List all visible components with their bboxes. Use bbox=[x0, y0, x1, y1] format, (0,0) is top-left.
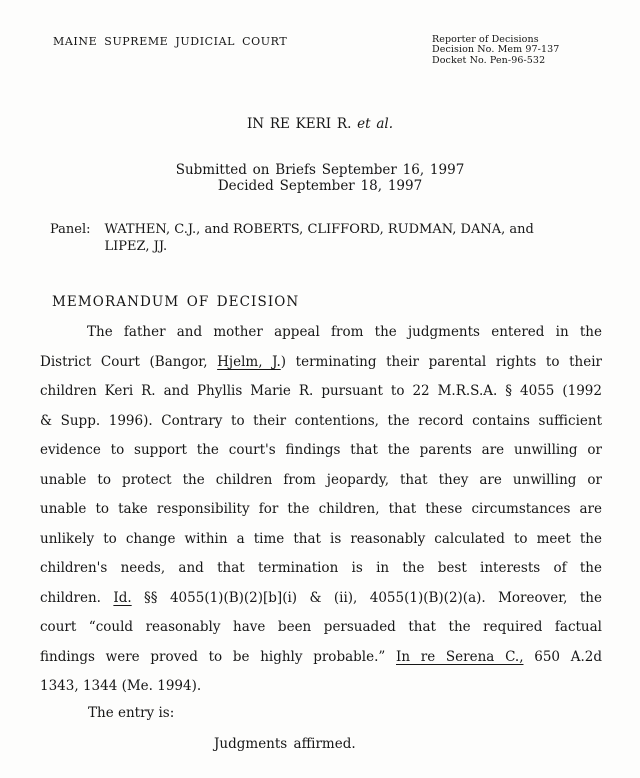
decision-number-line: Decision No. Mem 97-137 bbox=[432, 44, 560, 56]
panel-members-line-2: LIPEZ, JJ. bbox=[104, 239, 168, 254]
paragraph-text: The father and mother appeal from the judgments entered in the bbox=[87, 324, 602, 340]
paragraph-line bbox=[40, 466, 602, 496]
paragraph-line bbox=[40, 377, 602, 407]
submitted-on-briefs-line: Submitted on Briefs September 16, 1997 bbox=[175, 162, 465, 178]
paragraph-line bbox=[40, 436, 602, 466]
paragraph-line bbox=[40, 643, 602, 673]
paragraph-text: children's needs, and that termination is in the best interests of the bbox=[40, 560, 602, 576]
docket-number-line: Docket No. Pen-96-532 bbox=[432, 54, 546, 66]
paragraph-line bbox=[40, 318, 602, 348]
paragraph-line bbox=[40, 613, 602, 643]
reporter-of-decisions-line: Reporter of Decisions bbox=[432, 34, 539, 45]
paragraph-text: children Keri R. and Phyllis Marie R. pursuant to 22 M.R.S.A. § 4055 (1992 bbox=[40, 383, 602, 399]
underlined-citation: Id. bbox=[113, 589, 132, 606]
paragraph-text: children. bbox=[40, 589, 114, 606]
paragraph-text: ) terminating their parental rights to their bbox=[280, 353, 602, 370]
case-title-etal: et al. bbox=[357, 116, 394, 132]
paragraph-line bbox=[40, 525, 602, 555]
paragraph-text: & Supp. 1996). Contrary to their contentions, the record contains sufficient bbox=[40, 412, 602, 429]
paragraph-text: 650 A.2d bbox=[523, 648, 602, 665]
paragraph-text: District Court (Bangor, bbox=[40, 353, 218, 370]
paragraph-text: unlikely to change within a time that is reasonably calculated to meet the bbox=[40, 530, 602, 547]
panel-block bbox=[50, 221, 534, 255]
panel-members-line-1: WATHEN, C.J., and ROBERTS, CLIFFORD, RUDMAN, DANA, and bbox=[104, 222, 534, 237]
paragraph-line bbox=[40, 672, 602, 702]
underlined-citation: In re Serena C., bbox=[396, 648, 524, 665]
paragraph-text: findings were proved to be highly probable.” bbox=[40, 648, 396, 665]
paragraph-line bbox=[40, 495, 602, 525]
paragraph-line bbox=[40, 554, 602, 584]
paragraph-line bbox=[40, 348, 602, 378]
paragraph-line bbox=[40, 584, 602, 614]
memo-paragraph bbox=[40, 318, 602, 702]
paragraph-text: evidence to support the court's findings that the parents are unwilling or bbox=[40, 442, 602, 458]
memorandum-heading: MEMORANDUM OF DECISION bbox=[52, 294, 300, 310]
underlined-citation: Hjelm, J. bbox=[217, 353, 281, 370]
paragraph-line bbox=[40, 407, 602, 437]
paragraph-text: court “could reasonably have been persuaded that the required factual bbox=[40, 619, 602, 635]
reporter-block bbox=[432, 35, 559, 66]
entry-line: The entry is: bbox=[88, 705, 175, 721]
disposition-line: Judgments affirmed. bbox=[214, 736, 356, 752]
panel-label: Panel: bbox=[50, 222, 91, 237]
paragraph-text: §§ 4055(1)(B)(2)[b](i) & (ii), 4055(1)(B)(2)(a). Moreover, the bbox=[131, 589, 602, 606]
paragraph-text: 1343, 1344 (Me. 1994). bbox=[40, 678, 202, 694]
paragraph-text: unable to take responsibility for the children, that these circumstances are bbox=[40, 501, 602, 517]
court-name-heading: MAINE SUPREME JUDICIAL COURT bbox=[53, 35, 288, 48]
case-title bbox=[0, 116, 640, 132]
case-title-main: IN RE KERI R. bbox=[246, 116, 358, 132]
decided-date-line: Decided September 18, 1997 bbox=[217, 178, 423, 194]
panel-members bbox=[105, 221, 534, 255]
paragraph-text: unable to protect the children from jeopardy, that they are unwilling or bbox=[40, 471, 602, 488]
